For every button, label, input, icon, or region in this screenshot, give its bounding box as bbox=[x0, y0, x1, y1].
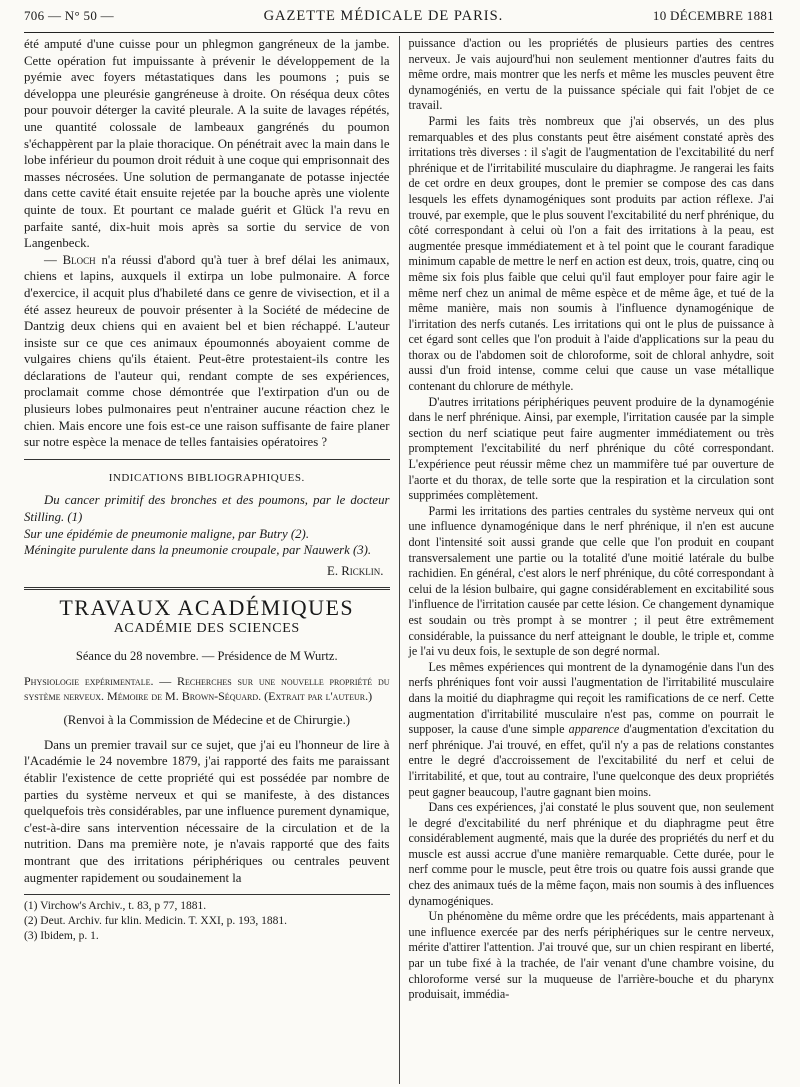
bibliography-heading: INDICATIONS BIBLIOGRAPHIQUES. bbox=[108, 471, 305, 484]
paragraph: Parmi les irritations des parties centrales du système nerveux qui ont une influence dynamogénique dans le nerf phrénique, il n'en est aucune dont l'intensité soit aussi grande que celle que l'on produit en coupant transversalement une partie ou la totalité d'une moitié latérale du bulbe rachidien. En général, c'est alors le nerf phrénique, du côté correspondant à celui de la lésion bulbaire, qui gagne considérablement en excitabilité sous l'influence de l'irritation causée par cette lésion. Ce changement dynamique est soudain ou très prompt à se montrer ; il peut être extrêmement considérable, la puissance du nerf atteignant le double, le triple et, comme je l'ai vu deux fois, le sextuple de son degré normal. bbox=[408, 503, 774, 659]
paragraph: Dans un premier travail sur ce sujet, que j'ai eu l'honneur de lire à l'Académie le 24 novembre 1879, j'ai rapporté des faits me paraissant établir l'existence de cette propriété qui est possédée par nombre de parties du système nerveux et qui se manifeste, à des distances quelquefois très considérables, par une influence purement dynamique, c'est-à-dire sans intervention nécessaire de la circulation et de la nutrition. Dans ma première note, je n'avais rapporté que des faits montrant que des irritations périphériques ou centrales peuvent augmenter rapidement ou soudainement la bbox=[24, 737, 390, 885]
footnote: (3) Ibidem, p. 1. bbox=[24, 930, 99, 943]
footnote-divider bbox=[24, 894, 390, 895]
page-header bbox=[24, 8, 774, 33]
emphasis: apparence bbox=[568, 722, 620, 737]
subsection-title: ACADÉMIE DES SCIENCES bbox=[113, 621, 300, 636]
paragraph bbox=[409, 660, 775, 800]
left-column bbox=[24, 36, 399, 1084]
footnote: (2) Deut. Archiv. fur klin. Medicin. T. XXI, p. 193, 1881. bbox=[24, 915, 287, 928]
section-title: TRAVAUX ACADÉMIQUES bbox=[59, 595, 355, 621]
paragraph: D'autres irritations périphériques peuvent produire de la dynamogénie dans le nerf phrénique. Ainsi, par exemple, l'irritation causée par la simple section du nerf sciatique peut faire augmenter immédiatement ou très promptement l'excitabilité du nerf phrénique du côté correspondant. L'expérience peut réussir même chez un mammifère tué par ouverture de l'aorte et du thorax, de telle sorte que la respiration et la circulation sont supprimées complètement. bbox=[408, 394, 774, 503]
rubric: Physiologie expérimentale. — Recherches sur une nouvelle propriété du système nerveux. Mémoire de M. Brown-Séquard. (Extrait par l'auteur.) bbox=[24, 674, 390, 704]
section-divider bbox=[24, 587, 390, 590]
ref-text: Du cancer primitif des bronches et des poumons, par le docteur Stilling. (1) bbox=[24, 493, 390, 525]
bibliography-item bbox=[24, 526, 390, 543]
publication-title: GAZETTE MÉDICALE DE PARIS. bbox=[263, 8, 504, 24]
issue-date: 10 DÉCEMBRE 1881 bbox=[652, 8, 774, 23]
bibliography-item bbox=[24, 542, 390, 559]
ref-text: Sur une épidémie de pneumonie maligne, par Butry (2). bbox=[24, 526, 310, 541]
session-line: Séance du 28 novembre. — Présidence de M Wurtz. bbox=[75, 648, 338, 663]
ref-text: Méningite purulente dans la pneumonie croupale, par Nauwerk (3). bbox=[24, 543, 372, 558]
paragraph: Parmi les faits très nombreux que j'ai observés, un des plus remarquables et des plus constants peut être aisément constaté après des irritations très diverses : il s'agit de l'augmentation de l'excitabilité du nerf phrénique et de l'irritabilité musculaire du diaphragme. Je rangerai les faits de cet ordre en deux groupes, dont le premier se compose des cas dans lesquels les effets dynamogéniques sont produits par action réflexe. J'ai trouvé, par exemple, que le plus souvent l'excitabilité du nerf phrénique, du côté correspondant à celui où l'on a fait des irritations à la peau, est augmentée presque immédiatement et à tel point que le courant faradique minimum capable de mettre le nerf en action est deux, trois, quatre, cinq ou même six fois plus faible que celui qu'il faut employer pour faire agir le même nerf chez un animal de même espèce et de même âge, et tué de la même manière, mais non soumis à l'influence dynamogénique de l'irritation des nerfs cutanés. Les irritations qui ont le plus de puissance à cet égard sont celles que l'on produit à l'aide d'applications sur la peau du thorax ou de l'abdomen soit de chloroforme, soit de chloral anhydre, soit aussi d'un froid intense, comme celui que cause un vase métallique contenant du chlorure de méthyle. bbox=[408, 113, 774, 394]
page-number: 706 — N° 50 — bbox=[24, 8, 114, 23]
signature: E. Ricklin. bbox=[327, 563, 384, 578]
paragraph: été amputé d'une cuisse pour un phlegmon gangréneux de la jambe. Cette opération fut impuissante à prévenir le développement de la pyémie avec foyers métastatiques dans les poumons ; puis se développa une pleurésie gangréneuse à droite. On réséqua deux côtes pour pouvoir déterger la cavité pleurale. A la suite de lavages répétés, une quantité colossale de lambeaux gangrénés du poumon s'échappèrent par la plaie thoracique. On pénétrait avec la main dans le lobe inférieur du poumon droit réduit à une coque qui emprisonnait des masses nécrosées. Une solution de permanganate de potasse injectée dans cette cavité était ensuite rejetée par la bouche après une violente quinte de toux. Et pourtant ce malade guérit et Glück l'a revu en parfaite santé, dix-huit mois après sa sortie du service de von Langenbeck. bbox=[24, 37, 390, 251]
paragraph: — Bloch n'a réussi d'abord qu'à tuer à bref délai les animaux, chiens et lapins, auxquels il extirpa un lobe pulmonaire. A force d'exercice, il acquit plus d'habileté dans ce genre de vivisection, et il a été assez heureux de pouvoir présenter à la Société de médecine de Dantzig deux chiens qui en avaient bel et bien réchappé. L'auteur insiste sur ce que ces animaux époumonnés aboyaient comme de vulgaires chiens qu'ils étaient. Peut-être protestaient-ils contre les déclarations de l'auteur qui, rendant compte de ses expériences, proclamait comme chose démontrée que l'extirpation d'un ou de plusieurs lobes pulmonaires peut n'entrainer aucune réaction chez le chien. Mais encore une fois est-ce une raison suffisante de faire planer sur notre espèce la menace de telles fantaisies opératoires ? bbox=[24, 252, 390, 450]
paragraph-text: Les mêmes expériences qui montrent de la dynamogénie dans l'un des nerfs phréniques font voir aussi l'augmentation de l'irritabilité musculaire dans la moitié du diaphragme qui reçoit les ramifications de ce nerf. Cette augmentation d'irritabilité musculaire n'est pas, comme on pourrait le supposer, la cause d'une simple bbox=[408, 659, 774, 737]
paragraph: puissance d'action ou les propriétés de plusieurs parties des centres nerveux. Je vais aujourd'hui non seulement mentionner d'autres faits du même ordre, mais montrer que les nerfs et même les muscles peuvent être dynamogéniés, en vertu de la puissance spéciale qui fait l'objet de ce travail. bbox=[408, 36, 774, 113]
footnote: (1) Virchow's Archiv., t. 83, p 77, 1881. bbox=[24, 900, 207, 913]
bibliography-item bbox=[24, 492, 390, 525]
paragraph-text: n'a réussi d'abord qu'à tuer à bref délai les animaux, chiens et lapins, auxquels il extirpa un lobe pulmonaire. A force d'exercice, il acquit plus d'habileté dans ce genre de vivisection, et il a été assez heureux de pouvoir présenter à la Société de médecine de Dantzig deux chiens qui en avaient bel et bien réchappé. L'auteur insiste sur ce que ces animaux époumonnés aboyaient comme de vulgaires chiens qu'ils étaient. Peut-être protestaient-ils contre les déclarations de l'auteur qui, rendant compte de ses expériences, proclamait comme chose démontrée que l'extirpation d'un ou de plusieurs lobes pulmonaires peut n'entrainer aucune réaction chez le chien. Mais encore une fois est-ce une raison suffisante de faire planer sur notre espèce la menace de telles fantaisies opératoires ? bbox=[24, 252, 390, 450]
paragraph-text: d'augmentation d'excitation du nerf phrénique. J'ai trouvé, en effet, qu'il n'y a pas de relations constantes entre le degré d'accroissement de l'excitabilité du nerf et celui de l'irritabilité, et que, tout au contraire, l'une quelconque des deux propriétés peut gagner beaucoup, l'autre gagnant bien moins. bbox=[408, 722, 774, 799]
paragraph: Un phénomène du même ordre que les précédents, mais appartenant à une influence exercée par des nerfs périphériques sur le centre nerveux, mérite d'attirer l'attention. J'ai trouvé que, sur un chien respirant en liberté, par un tube fixé à la trachée, de l'air venant d'une chambre voisine, du chloroforme versé sur la muqueuse de l'arrière-bouche et du pharynx produisait, immédia- bbox=[408, 909, 774, 1002]
referral-note: (Renvoi à la Commission de Médecine et de Chirurgie.) bbox=[63, 713, 351, 728]
author-name: Bloch bbox=[62, 252, 96, 267]
paragraph: Dans ces expériences, j'ai constaté le plus souvent que, non seulement le degré d'excitabilité du nerf phrénique et du diaphragme peut être considérablement augmenté, mais que la durée des propriétés du nerf et du muscle est aussi accrue d'une manière remarquable. Cette durée, pour le nerf comme pour le muscle, peut être trois ou quatre fois aussi grande que chez des animaux tués de la même façon, mais non soumis à des influences dynamogéniques. bbox=[408, 800, 774, 908]
text-columns bbox=[24, 36, 774, 1084]
right-column bbox=[399, 36, 775, 1084]
divider bbox=[24, 459, 390, 460]
